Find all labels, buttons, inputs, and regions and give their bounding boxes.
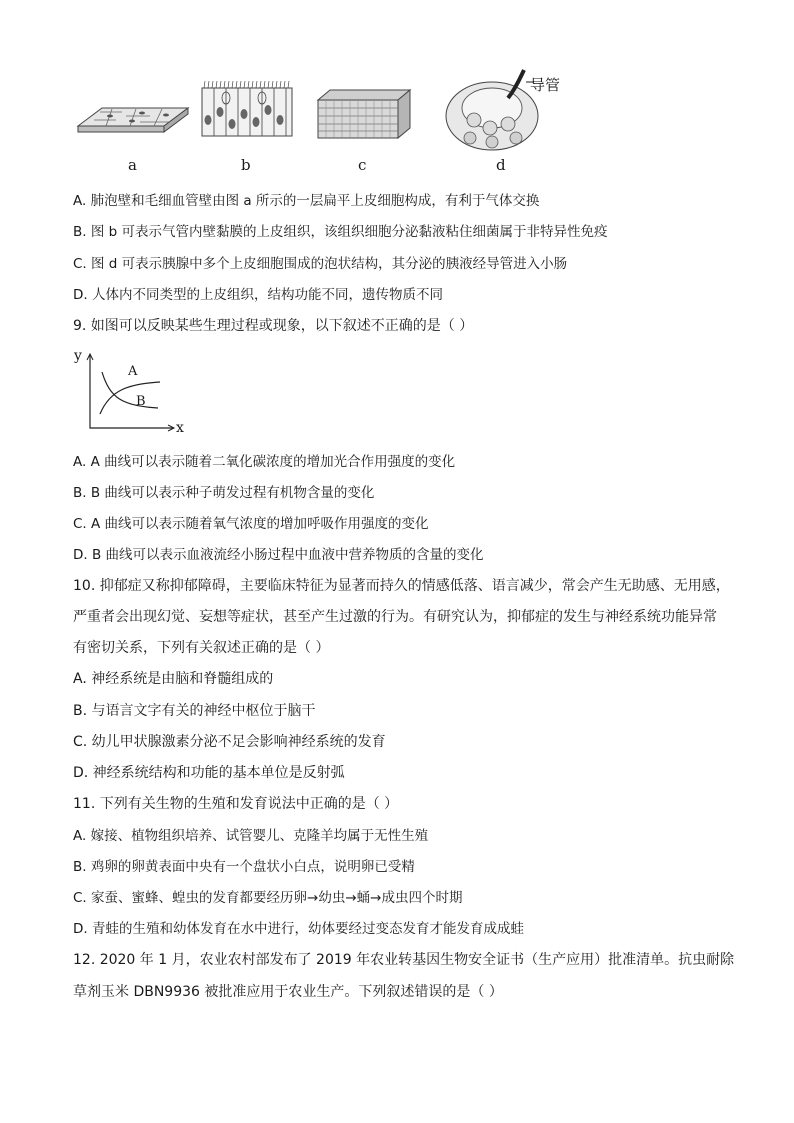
figure-epithelial-tissues — [70, 68, 590, 178]
q9-graph-svg — [70, 348, 190, 438]
q9-option-a: A. A 曲线可以表示随着二氧化碳浓度的增加光合作用强度的变化 — [73, 454, 456, 470]
q11-stem: 11. 下列有关生物的生殖和发育说法中正确的是（ ） — [73, 796, 399, 812]
q10-stem-line-3: 有密切关系，下列有关叙述正确的是（ ） — [73, 640, 330, 656]
q10-stem-line-1: 10. 抑郁症又称抑郁障碍，主要临床特征为显著而持久的情感低落、语言减少，常会产生无助感、无用感， — [73, 578, 730, 594]
figure-label-b: b — [241, 156, 251, 174]
tissue-a-drawing — [78, 108, 188, 132]
duct-label: 导管 — [530, 76, 561, 94]
tissue-b-drawing — [202, 81, 292, 136]
tissue-d-drawing — [446, 70, 538, 150]
q10-option-a: A. 神经系统是由脑和脊髓组成的 — [73, 671, 274, 687]
q9-stem: 9. 如图可以反映某些生理过程或现象，以下叙述不正确的是（ ） — [73, 318, 474, 334]
q9-option-c: C. A 曲线可以表示随着氧气浓度的增加呼吸作用强度的变化 — [73, 516, 429, 532]
q8-option-b: B. 图 b 可表示气管内壁黏膜的上皮组织，该组织细胞分泌黏液粘住细菌属于非特异性免疫 — [73, 224, 608, 240]
q8-option-d: D. 人体内不同类型的上皮组织，结构功能不同，遗传物质不同 — [73, 287, 443, 303]
q12-stem-line-2: 草剂玉米 DBN9936 被批准应用于农业生产。下列叙述错误的是（ ） — [73, 984, 503, 1000]
q11-option-a: A. 嫁接、植物组织培养、试管婴儿、克隆羊均属于无性生殖 — [73, 828, 429, 844]
figure-label-c: c — [358, 156, 367, 174]
q9-option-b: B. B 曲线可以表示种子萌发过程有机物含量的变化 — [73, 485, 375, 501]
q10-option-d: D. 神经系统结构和功能的基本单位是反射弧 — [73, 765, 345, 781]
q10-option-c: C. 幼儿甲状腺激素分泌不足会影响神经系统的发育 — [73, 734, 386, 750]
graph-y-label: y — [74, 348, 82, 364]
q10-stem-line-2: 严重者会出现幻觉、妄想等症状，甚至产生过激的行为。有研究认为，抑郁症的发生与神经系统功能异常 — [73, 609, 717, 625]
figure-label-d: d — [496, 156, 506, 174]
graph-x-label: x — [176, 420, 184, 436]
figure-label-a: a — [128, 156, 137, 174]
tissue-drawings — [70, 68, 590, 178]
q12-stem-line-1: 12. 2020 年 1 月，农业农村部发布了 2019 年农业转基因生物安全证书（生产应用）批准清单。抗虫耐除 — [73, 952, 735, 968]
q11-option-c: C. 家蚕、蜜蜂、蝗虫的发育都要经历卵→幼虫→蛹→成虫四个时期 — [73, 890, 463, 906]
q11-option-d: D. 青蛙的生殖和幼体发育在水中进行，幼体要经过变态发育才能发育成成蛙 — [73, 921, 524, 937]
curve-a-label: A — [128, 364, 138, 379]
q8-option-c: C. 图 d 可表示胰腺中多个上皮细胞围成的泡状结构，其分泌的胰液经导管进入小肠 — [73, 256, 568, 272]
q10-option-b: B. 与语言文字有关的神经中枢位于脑干 — [73, 703, 316, 719]
curve-b-label: B — [136, 394, 146, 409]
q11-option-b: B. 鸡卵的卵黄表面中央有一个盘状小白点，说明卵已受精 — [73, 859, 415, 875]
q8-option-a: A. 肺泡壁和毛细血管壁由图 a 所示的一层扁平上皮细胞构成，有利于气体交换 — [73, 193, 540, 209]
tissue-c-drawing — [318, 90, 410, 138]
q9-option-d: D. B 曲线可以表示血液流经小肠过程中血液中营养物质的含量的变化 — [73, 547, 484, 563]
q9-graph — [70, 348, 190, 438]
